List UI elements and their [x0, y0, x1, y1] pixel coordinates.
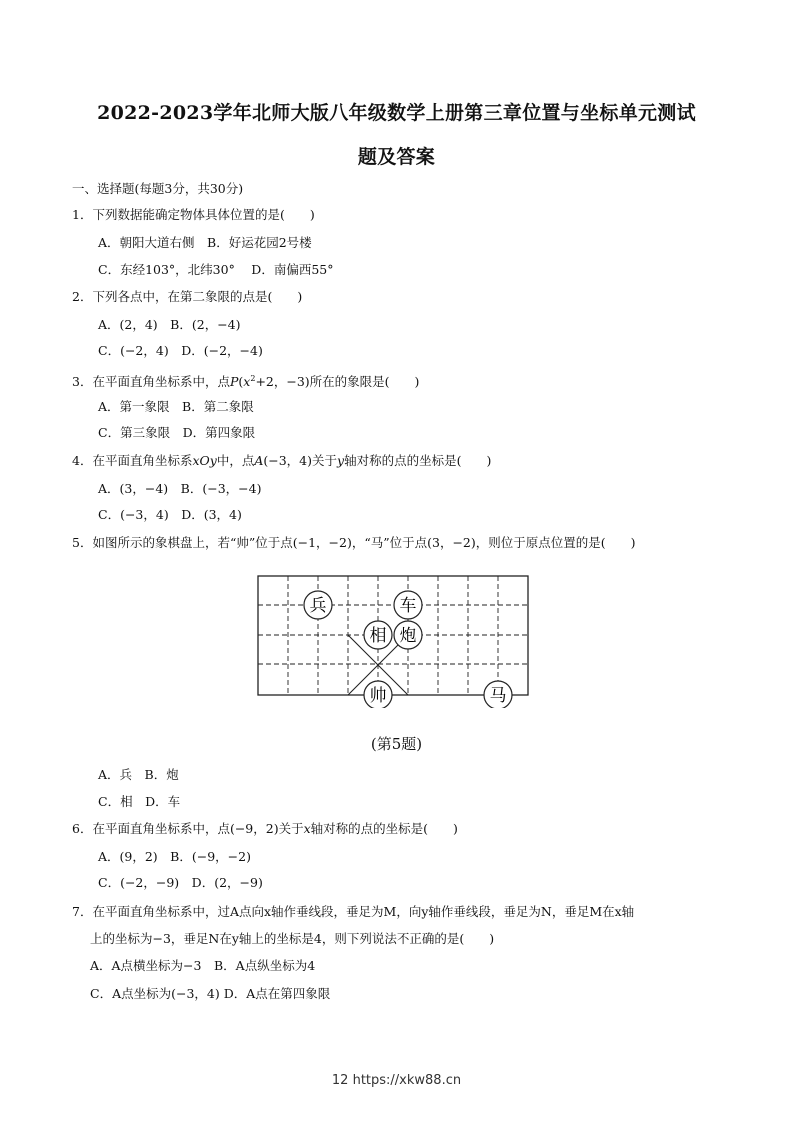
q3-stem — [72, 371, 419, 390]
q6-stem — [72, 821, 458, 837]
q1-options-ab: A．朝阳大道右侧 B．好运花园2号楼 — [98, 235, 312, 250]
chessboard-figure — [0, 568, 793, 708]
board-dashed-lines — [258, 576, 528, 695]
q2-stem: 2．下列各点中，在第二象限的点是( ) — [72, 289, 303, 304]
piece-che-label: 车 — [399, 596, 417, 616]
q4-xoy: xOy — [192, 453, 217, 468]
q3-exponent: 2 — [250, 374, 256, 383]
q5-options-ab: A．兵 B．炮 — [98, 767, 179, 782]
q7-options-ab: A．A点横坐标为−3 B．A点纵坐标为4 — [90, 958, 316, 973]
q3-stem-c: +2，−3)所在的象限是( ) — [255, 374, 420, 390]
piece-pao-label: 炮 — [399, 626, 417, 646]
q6-stem-a: 6．在平面直角坐标系中，点(−9，2)关于 — [72, 821, 304, 836]
q3-stem-b: ( — [238, 374, 244, 390]
q4-stem — [72, 453, 491, 469]
q3-options-cd: C．第三象限 D．第四象限 — [98, 425, 256, 440]
doc-title-line2: 题及答案 — [357, 146, 436, 168]
q4-stem-b: 中，点 — [216, 453, 255, 468]
q3-point-p: P — [229, 374, 239, 390]
q6-options-cd: C．(−2，−9) D．(2，−9) — [98, 875, 263, 890]
q4-var-y: y — [337, 453, 345, 468]
board-border — [258, 576, 528, 695]
q1-stem: 1．下列数据能确定物体具体位置的是( ) — [72, 207, 315, 222]
q4-options-ab: A．(3，−4) B．(−3，−4) — [98, 481, 262, 496]
q6-var-x: x — [303, 821, 311, 836]
board-grid — [258, 576, 528, 695]
q4-options-cd: C．(−3，4) D．(3，4) — [98, 507, 242, 522]
q4-stem-c: (−3，4)关于 — [263, 453, 338, 468]
piece-che — [394, 591, 422, 619]
piece-ma — [484, 681, 512, 708]
piece-shuai-label: 帅 — [369, 686, 387, 706]
q3-var-x: x — [243, 374, 251, 390]
q2-options-ab: A．(2，4) B．(2，−4) — [98, 317, 241, 332]
doc-title-line1: 2022-2023学年北师大版八年级数学上册第三章位置与坐标单元测试 — [97, 102, 696, 124]
piece-xiang — [364, 621, 392, 649]
section-heading: 一、选择题(每题3分，共30分) — [72, 181, 244, 196]
q6-options-ab: A．(9，2) B．(−9，−2) — [98, 849, 251, 864]
q2-options-cd: C．(−2，4) D．(−2，−4) — [98, 343, 263, 358]
piece-bing — [304, 591, 332, 619]
piece-shuai — [364, 681, 392, 708]
q3-stem-a: 3．在平面直角坐标系中，点 — [72, 374, 230, 390]
q3-options-ab: A．第一象限 B．第二象限 — [98, 399, 254, 414]
piece-bing-label: 兵 — [309, 596, 327, 616]
q7-options-cd: C．A点坐标为(−3，4) D．A点在第四象限 — [90, 986, 331, 1001]
q4-stem-a: 4．在平面直角坐标系 — [72, 453, 193, 468]
q6-stem-b: 轴对称的点的坐标是( ) — [310, 821, 458, 836]
piece-ma-label: 马 — [489, 686, 507, 706]
q5-stem: 5．如图所示的象棋盘上，若“帅”位于点(−1，−2)，“马”位于点(3，−2)，则位于原点位置的是( ) — [72, 535, 636, 550]
page-footer: 12 https://xkw88.cn — [331, 1073, 462, 1088]
q4-point-a: A — [254, 453, 264, 468]
figure-caption: (第5题) — [370, 735, 423, 753]
q4-stem-d: 轴对称的点的坐标是( ) — [344, 453, 492, 468]
q5-options-cd: C．相 D．车 — [98, 794, 181, 809]
piece-xiang-label: 相 — [369, 626, 387, 646]
q7-stem-line2: 上的坐标为−3，垂足N在y轴上的坐标是4，则下列说法不正确的是( ) — [90, 931, 495, 946]
q1-options-cd: C．东经103°，北纬30° D．南偏西55° — [98, 262, 334, 277]
q7-stem-line1: 7．在平面直角坐标系中，过A点向x轴作垂线段，垂足为M，向y轴作垂线段，垂足为N，垂足M在x轴 — [72, 904, 635, 919]
piece-pao — [394, 621, 422, 649]
